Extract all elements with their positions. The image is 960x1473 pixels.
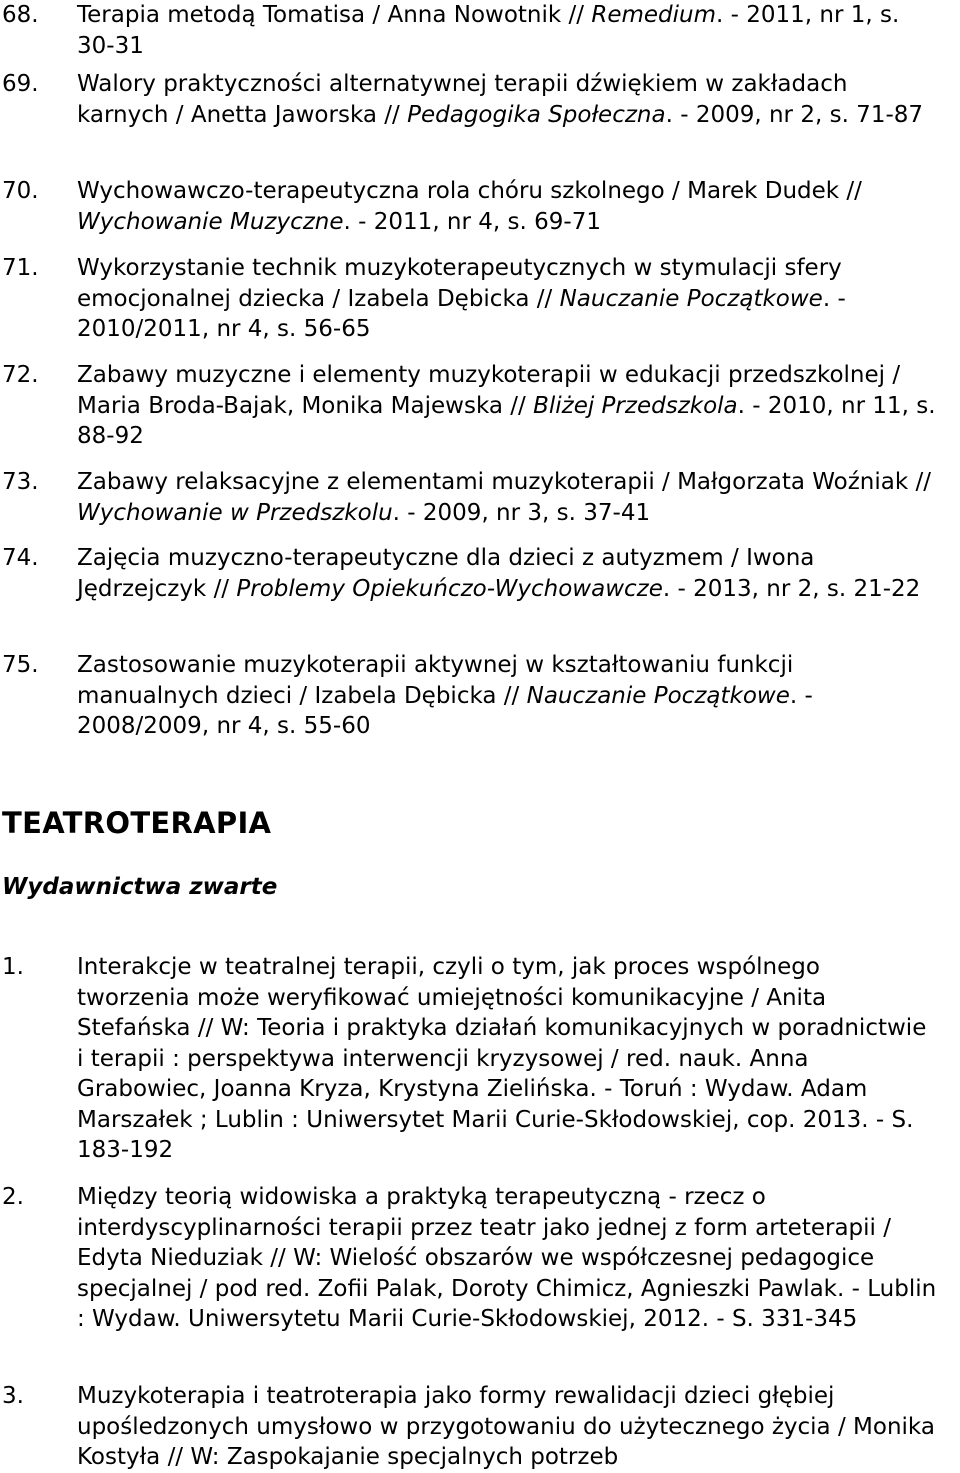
subsection-heading: Wydawnictwa zwarte — [2, 874, 278, 900]
journal-title: Nauczanie Początkowe — [526, 682, 790, 709]
journal-title: Bliżej Przedszkola — [533, 392, 738, 419]
entry-number: 72. — [2, 362, 39, 388]
section-heading: TEATROTERAPIA — [2, 806, 272, 840]
entry-text: Muzykoterapia i teatroterapia jako formy rewalidacji dzieci głębiej upośledzonych umysłowo w przygotowaniu do użytecznego życia / Monika Kostyła // W: Zaspokajanie specjalnych potrzeb — [77, 1383, 935, 1470]
entry-text: Wykorzystanie technik muzykoterapeutycznych w stymulacji sfery emocjonalnej dziecka / Izabela Dębicka // Nauczanie Początkowe. - 2010/2011, nr 4, s. 56-65 — [77, 255, 854, 342]
entry-number: 2. — [2, 1184, 24, 1210]
entry-text: Interakcje w teatralnej terapii, czyli o tym, jak proces wspólnego tworzenia może weryfikować umiejętności komunikacyjne / Anita Stefańska // W: Teoria i praktyka działań komunikacyjnych w poradnictwie i terapii : perspektywa interwencji kryzysowej / red. nauk. Anna Grabowiec, Joanna Kryza, Krystyna Zielińska. - Toruń : Wydaw. Adam Marszałek ; Lublin : Uniwersytet Marii Curie-Skłodowskiej, cop. 2013. - S. 183-192 — [77, 954, 927, 1163]
entry-number: 74. — [2, 545, 39, 571]
journal-title: Wychowanie Muzyczne — [77, 208, 344, 235]
journal-title: Pedagogika Społeczna — [407, 101, 666, 128]
entry-number: 75. — [2, 652, 39, 678]
journal-title: Nauczanie Początkowe — [559, 285, 823, 312]
entry-number: 73. — [2, 469, 39, 495]
entry-text: Zabawy muzyczne i elementy muzykoterapii w edukacji przedszkolnej / Maria Broda-Bajak, Monika Majewska // Bliżej Przedszkola. - 2010, nr 11, s. 88-92 — [77, 362, 943, 449]
entry-number: 69. — [2, 71, 39, 97]
entry-number: 3. — [2, 1383, 24, 1409]
entry-text: Zajęcia muzyczno-terapeutyczne dla dzieci z autyzmem / Iwona Jędrzejczyk // Problemy Opiekuńczo-Wychowawcze. - 2013, nr 2, s. 21-22 — [77, 545, 921, 602]
entry-number: 68. — [2, 2, 39, 28]
entry-text: Zabawy relaksacyjne z elementami muzykoterapii / Małgorzata Woźniak // Wychowanie w Przedszkolu. - 2009, nr 3, s. 37-41 — [77, 469, 939, 526]
entry-number: 70. — [2, 178, 39, 204]
entry-text: Walory praktyczności alternatywnej terapii dźwiękiem w zakładach karnych / Anetta Jaworska // Pedagogika Społeczna. - 2009, nr 2, s. 71-87 — [77, 71, 924, 128]
entry-text: Zastosowanie muzykoterapii aktywnej w kształtowaniu funkcji manualnych dzieci / Izabela Dębicka // Nauczanie Początkowe. - 2008/2009, nr 4, s. 55-60 — [77, 652, 821, 739]
entry-text: Terapia metodą Tomatisa / Anna Nowotnik // Remedium. - 2011, nr 1, s. 30-31 — [77, 2, 907, 59]
entry-number: 1. — [2, 954, 24, 980]
entry-number: 71. — [2, 255, 39, 281]
entry-text: Wychowawczo-terapeutyczna rola chóru szkolnego / Marek Dudek // Wychowanie Muzyczne. - 2011, nr 4, s. 69-71 — [77, 178, 870, 235]
entry-text: Między teorią widowiska a praktyką terapeutyczną - rzecz o interdyscyplinarności terapii przez teatr jako jednej z form arteterapii / Edyta Nieduziak // W: Wielość obszarów we współczesnej pedagogice specjalnej / pod red. Zofii Palak, Doroty Chimicz, Agnieszki Pawlak. - Lublin : Wydaw. Uniwersytetu Marii Curie-Skłodowskiej, 2012. - S. 331-345 — [77, 1184, 937, 1332]
journal-title: Wychowanie w Przedszkolu — [77, 499, 393, 526]
journal-title: Problemy Opiekuńczo-Wychowawcze — [236, 575, 663, 602]
journal-title: Remedium — [591, 2, 717, 28]
